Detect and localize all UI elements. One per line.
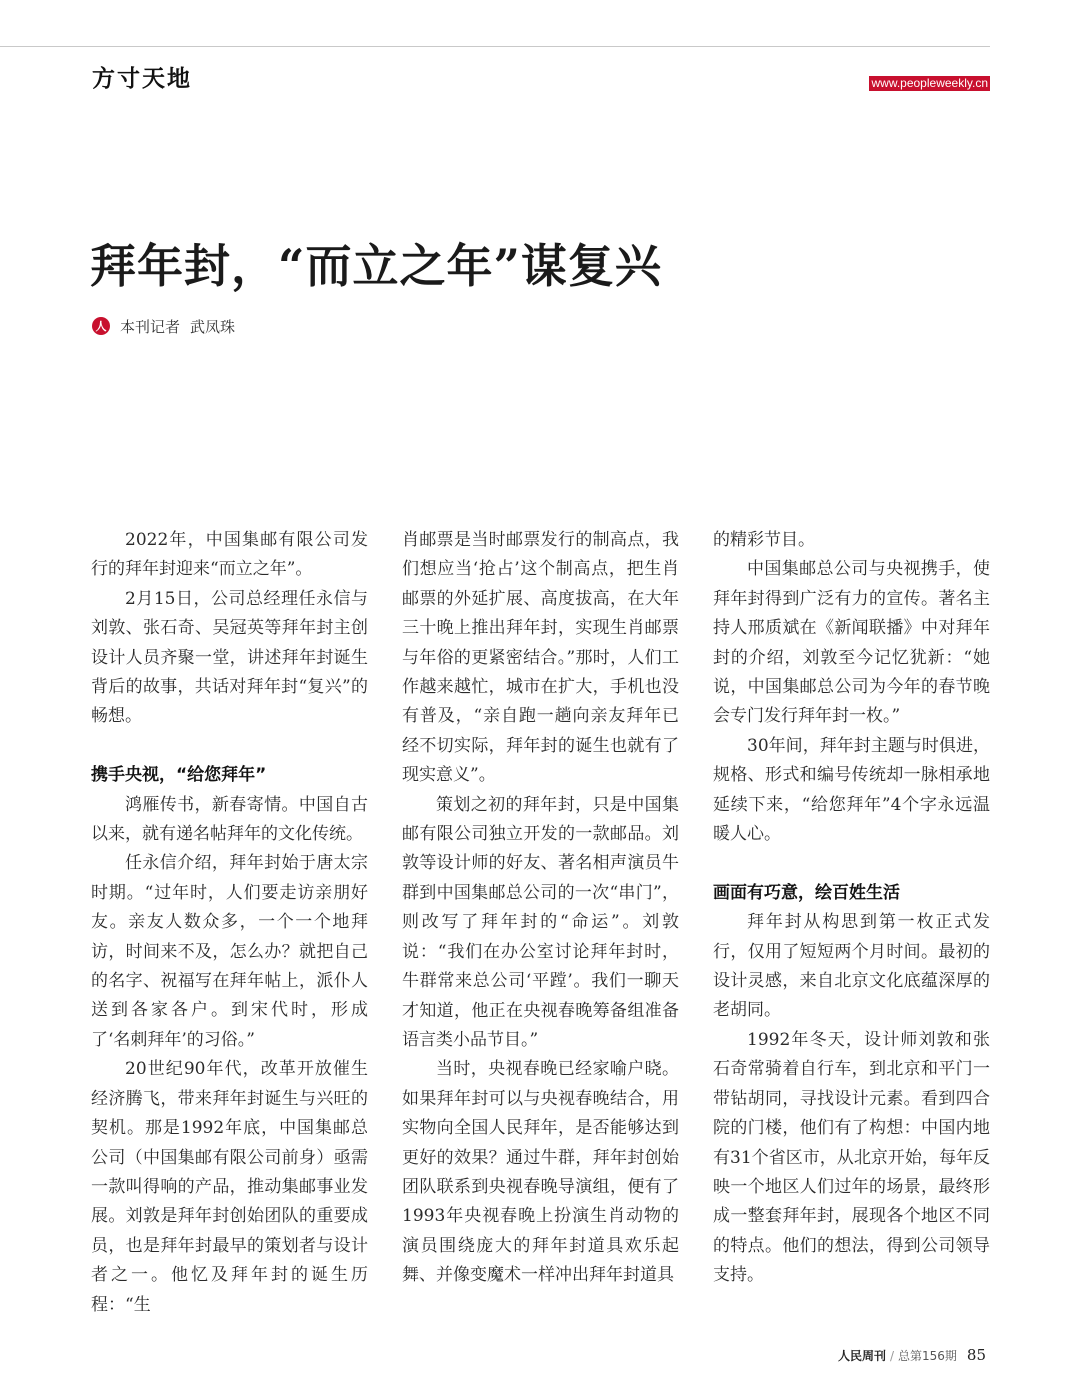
footer-separator: / (889, 1349, 894, 1363)
section-title: 方寸天地 (92, 65, 192, 92)
byline-role: 本刊记者 (120, 317, 181, 336)
text-column-3 (713, 526, 990, 1291)
footer-magazine-name: 人民周刊 (837, 1349, 886, 1363)
body-paragraph: 的精彩节目。 (713, 530, 815, 550)
text-column-1 (91, 526, 368, 1320)
body-paragraph: 中国集邮总公司与央视携手，使拜年封得到广泛有力的宣传。著名主持人邢质斌在《新闻联播》中对拜年封的介绍，刘敦至今记忆犹新：“她说，中国集邮总公司为今年的春节晚会专门发行拜年封一枚。” (713, 559, 990, 727)
byline (92, 316, 235, 336)
text-column-2 (402, 526, 679, 1291)
body-paragraph: 20世纪90年代，改革开放催生经济腾飞，带来拜年封诞生与兴旺的契机。那是1992年底，中国集邮总公司（中国集邮有限公司前身）亟需一款叫得响的产品，推动集邮事业发展。刘敦是拜年封创始团队的重要成员，也是拜年封最早的策划者与设计者之一。他忆及拜年封的诞生历程：“生 (91, 1059, 368, 1315)
header-rule (0, 46, 990, 47)
section-heading: 画面有巧意，绘百姓生活 (713, 882, 900, 903)
page-number: 85 (966, 1346, 986, 1364)
section-heading: 携手央视，“给您拜年” (91, 765, 267, 786)
body-paragraph: 策划之初的拜年封，只是中国集邮有限公司独立开发的一款邮品。刘敦等设计师的好友、著名相声演员牛群到中国集邮总公司的一次“串门”，则改写了拜年封的“命运”。刘敦说：“我们在办公室讨论拜年封时，牛群常来总公司‘平蹚’。我们一聊天才知道，他正在央视春晚筹备组准备语言类小品节目。” (402, 794, 679, 1050)
footer-issue: 总第156期 (898, 1349, 957, 1363)
author-logo-icon: 人 (92, 317, 110, 335)
body-paragraph: 任永信介绍，拜年封始于唐太宗时期。“过年时，人们要走访亲朋好友。亲友人数众多，一个一个地拜访，时间来不及，怎么办？就把自己的名字、祝福写在拜年帖上，派仆人送到各家各户。到宋代时，形成了‘名刺拜年’的习俗。” (91, 853, 368, 1050)
body-paragraph: 30年间，拜年封主题与时俱进，规格、形式和编号传统却一脉相承地延续下来，“给您拜年”4个字永远温暖人心。 (713, 735, 990, 845)
body-paragraph: 鸿雁传书，新春寄情。中国自古以来，就有递名帖拜年的文化传统。 (91, 794, 368, 845)
body-paragraph: 1992年冬天，设计师刘敦和张石奇常骑着自行车，到北京和平门一带钻胡同，寻找设计元素。看到四合院的门楼，他们有了构想：中国内地有31个省区市，从北京开始，每年反映一个地区人们过年的场景，最终形成一整套拜年封，展现各个地区不同的特点。他们的想法，得到公司领导支持。 (713, 1029, 990, 1286)
byline-author: 武凤珠 (190, 317, 236, 336)
page-footer (838, 1346, 986, 1366)
body-paragraph: 拜年封从构思到第一枚正式发行，仅用了短短两个月时间。最初的设计灵感，来自北京文化底蕴深厚的老胡同。 (713, 912, 990, 1021)
body-paragraph: 2月15日，公司总经理任永信与刘敦、张石奇、吴冠英等拜年封主创设计人员齐聚一堂，讲述拜年封诞生背后的故事，共话对拜年封“复兴”的畅想。 (91, 588, 368, 727)
body-paragraph: 当时，央视春晚已经家喻户晓。如果拜年封可以与央视春晚结合，用实物向全国人民拜年，是否能够达到更好的效果？通过牛群，拜年封创始团队联系到央视春晚导演组，便有了1993年央视春晚上扮演生肖动物的演员围绕庞大的拜年封道具欢乐起舞、并像变魔术一样冲出拜年封道具 (402, 1059, 679, 1286)
body-paragraph: 2022年，中国集邮有限公司发行的拜年封迎来“而立之年”。 (91, 530, 368, 580)
article-title: 拜年封，“而立之年”谋复兴 (90, 239, 662, 293)
body-paragraph: 肖邮票是当时邮票发行的制高点，我们想应当‘抢占’这个制高点，把生肖邮票的外延扩展、高度拔高，在大年三十晚上推出拜年封，实现生肖邮票与年俗的更紧密结合。”那时，人们工作越来越忙，城市在扩大，手机也没有普及，“亲自跑一趟向亲友拜年已经不切实际，拜年封的诞生也就有了现实意义”。 (402, 530, 679, 786)
site-url-link[interactable]: www.peopleweekly.cn (871, 76, 988, 90)
